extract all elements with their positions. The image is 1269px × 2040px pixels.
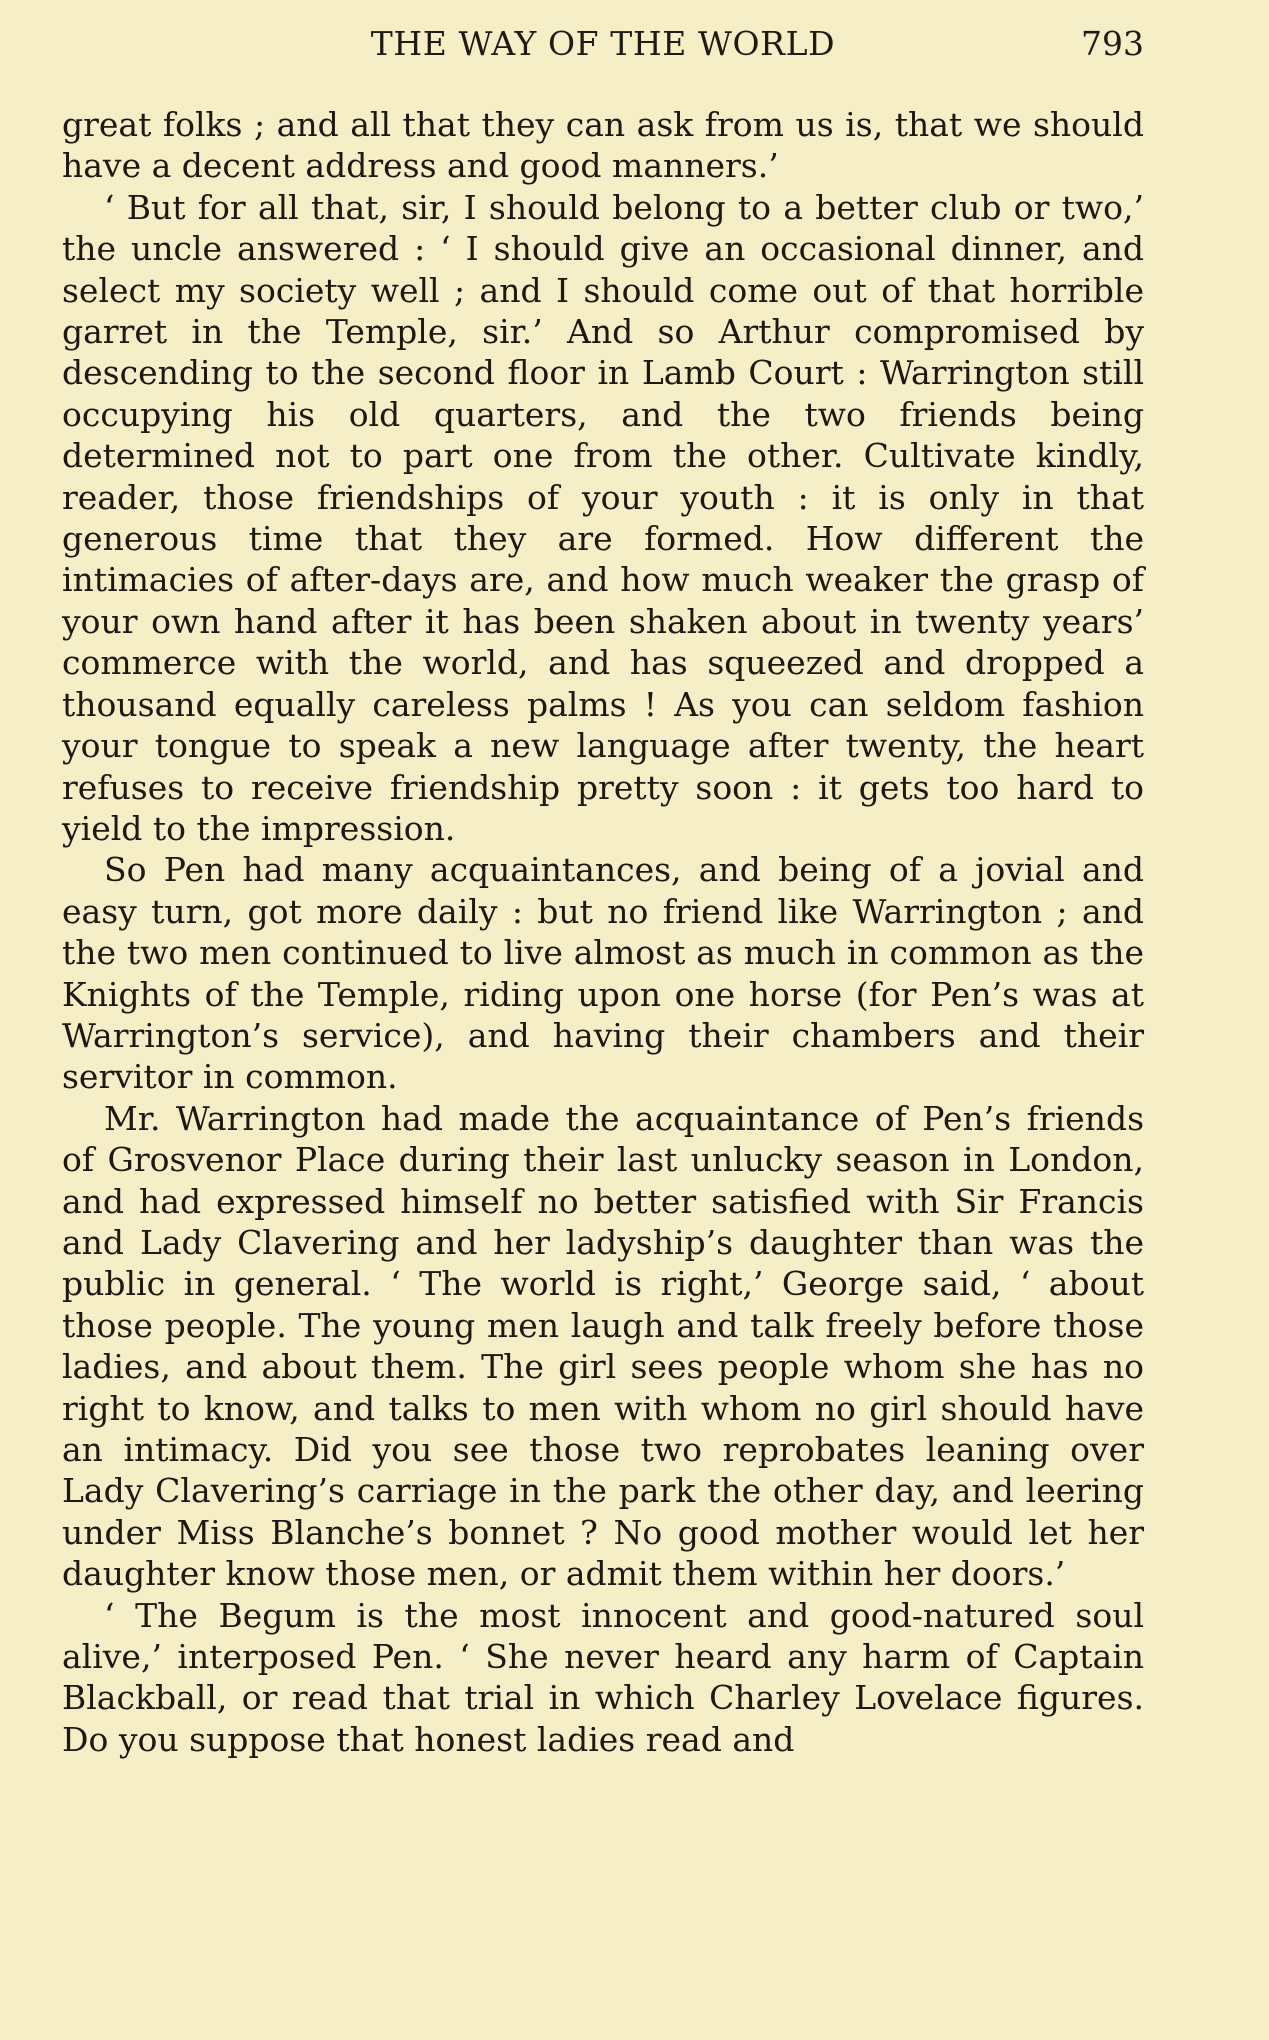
paragraph-uncle-answer: ‘ But for all that, sir, I should belong to a better club or two,’ the uncle answered : ‘ I should give an occasional dinner, and select my society well ; and I should come out of that horrible garret in the Temple, sir.’ And so Arthur compromised by descending to the second floor in Lamb Court : Warrington still occupying his old quarters, and the two friends being determined not to part one from the other. Cultivate kindly, reader, those friendships of your youth : it is only in that generous time that they are formed. How different the intimacies of after-days are, and how much weaker the grasp of your own hand after it has been shaken about in twenty years’ commerce with the world, and has squeezed and dropped a thousand equally careless palms ! As you can seldom fashion your tongue to speak a new language after twenty, the heart refuses to receive friendship pretty soon : it gets too hard to yield to the impression.: [62, 187, 1144, 848]
running-head-title: THE WAY OF THE WORLD: [370, 24, 836, 63]
body-text: [62, 104, 1144, 1760]
page-number: 793: [1081, 24, 1144, 63]
paragraph-warrington-opinion: Mr. Warrington had made the acquaintance of Pen’s friends of Grosvenor Place during their last unlucky season in London, and had expressed himself no better satisfied with Sir Francis and Lady Clavering and her ladyship’s daughter than was the public in general. ‘ The world is right,’ George said, ‘ about those people. The young men laugh and talk freely before those ladies, and about them. The girl sees people whom she has no right to know, and talks to men with whom no girl should have an intimacy. Did you see those two reprobates leaning over Lady Clavering’s carriage in the park the other day, and leering under Miss Blanche’s bonnet ? No good mother would let her daughter know those men, or admit them within her doors.’: [62, 1098, 1144, 1594]
paragraph-pen-acquaintances: So Pen had many acquaintances, and being of a jovial and easy turn, got more daily : but no friend like Warrington ; and the two men continued to live almost as much in common as the Knights of the Temple, riding upon one horse (for Pen’s was at Warrington’s service), and having their chambers and their servitor in common.: [62, 850, 1144, 1097]
paragraph-continuation: great folks ; and all that they can ask from us is, that we should have a decent address and good manners.’: [62, 105, 1144, 186]
running-head: [62, 24, 1144, 70]
paragraph-begum-innocent: ‘ The Begum is the most innocent and good-natured soul alive,’ interposed Pen. ‘ She never heard any harm of Captain Blackball, or read that trial in which Charley Lovelace figures. Do you suppose that honest ladies read and: [62, 1595, 1144, 1759]
